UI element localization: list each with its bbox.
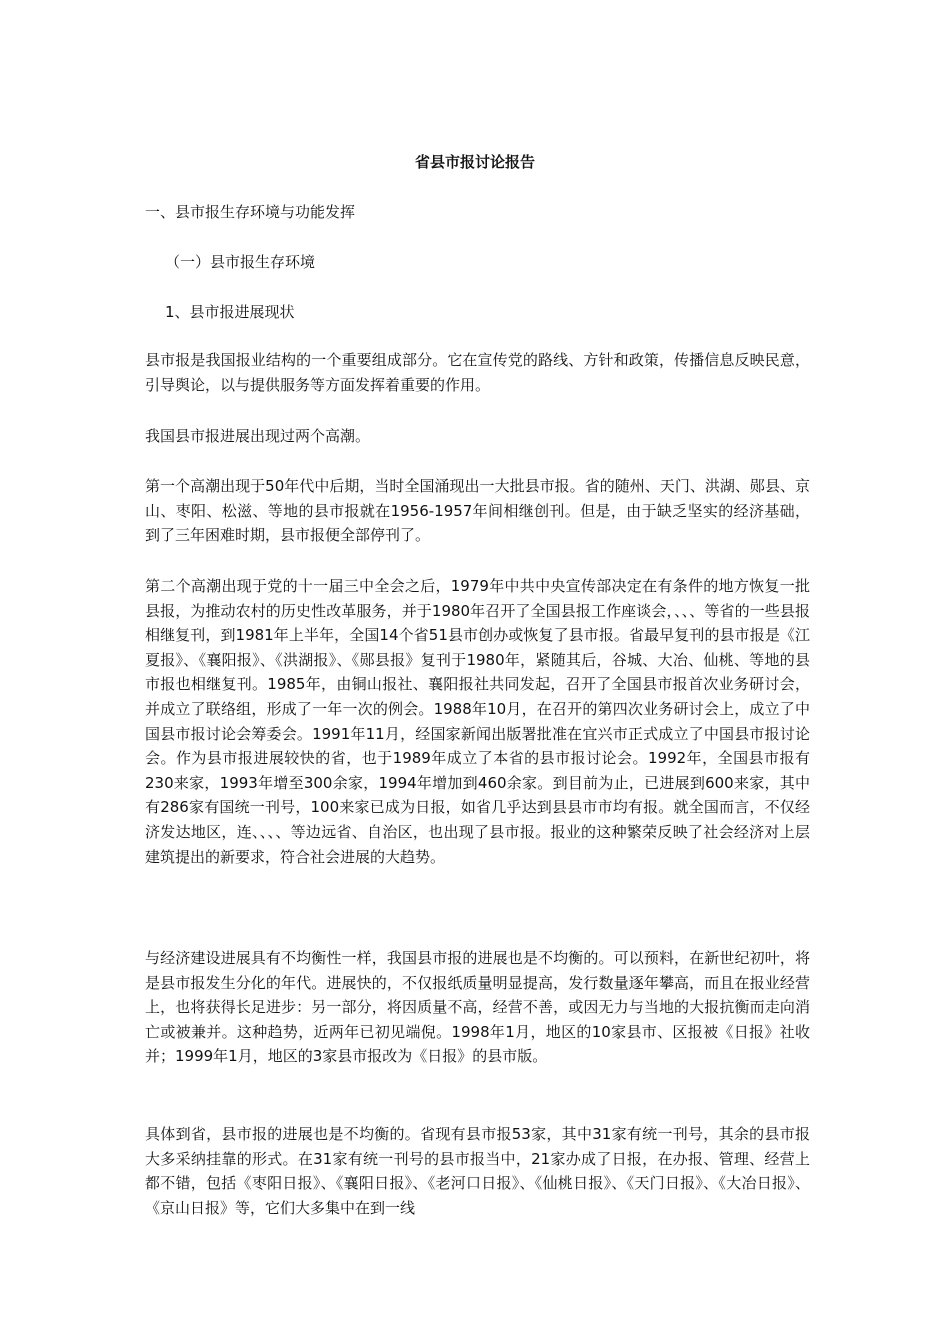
paragraph-first-peak: 第一个高潮出现于50年代中后期，当时全国涌现出一大批县市报。省的随州、天门、洪湖、郧县、京山、枣阳、松滋、等地的县市报就在1956-1957年间相继创刊。但是，由于缺乏坚实的经济基础，到了三年困难时期，县市报便全部停刊了。 bbox=[145, 477, 810, 545]
subsection-heading: （一）县市报生存环境 bbox=[165, 253, 316, 271]
paragraph-province: 具体到省，县市报的进展也是不均衡的。省现有县市报53家，其中31家有统一刊号，其余的县市报大多采纳挂靠的形式。在31家有统一刊号的县市报当中，21家办成了日报，在办报、管理、经营上都不错，包括《枣阳日报》、《襄阳日报》、《老河口日报》、《仙桃日报》、《天门日报》、《大冶日报》、《京山日报》等，它们大多集中在到一线 bbox=[145, 1125, 810, 1217]
paragraph-two-peaks: 我国县市报进展出现过两个高潮。 bbox=[145, 427, 371, 445]
paragraph-second-peak: 第二个高潮出现于党的十一届三中全会之后，1979年中共中央宣传部决定在有条件的地方恢复一批县报，为推动农村的历史性改革服务，并于1980年召开了全国县报工作座谈会，、、、等省的一些县报相继复刊，到1981年上半年，全国14个省51县市创办或恢复了县市报。省最早复刊的县市报是《江夏报》、《襄阳报》、《洪湖报》、《郧县报》复刊于1980年，紧随其后，谷城、大冶、仙桃、等地的县市报也相继复刊。1985年，由铜山报社、襄阳报社共同发起，召开了全国县市报首次业务研讨会，并成立了联络组，形成了一年一次的例会。1988年10月，在召开的第四次业务研讨会上，成立了中国县市报讨论会筹委会。1991年11月，经国家新闻出版署批准在宜兴市正式成立了中国县市报讨论会。作为县市报进展较快的省，也于1989年成立了本省的县市报讨论会。1992年，全国县市报有230来家，1993年增至300余家，1994年增加到460余家。到目前为止，已进展到600来家，其中有286家有国统一刊号，100来家已成为日报，如省几乎达到县县市市均有报。就全国而言，不仅经济发达地区，连、、、、等边远省、自治区，也出现了县市报。报业的这种繁荣反映了社会经济对上层建筑提出的新要求，符合社会进展的大趋势。 bbox=[145, 577, 810, 866]
item-heading: 1、县市报进展现状 bbox=[165, 303, 295, 321]
paragraph-imbalance: 与经济建设进展具有不均衡性一样，我国县市报的进展也是不均衡的。可以预料，在新世纪初叶，将是县市报发生分化的年代。进展快的，不仅报纸质量明显提高，发行数量逐年攀高，而且在报业经营上，也将获得长足进步：另一部分，将因质量不高，经营不善，或因无力与当地的大报抗衡而走向消亡或被兼并。这种趋势，近两年已初见端倪。1998年1月，地区的10家县市、区报被《日报》社收并；1999年1月，地区的3家县市报改为《日报》的县市版。 bbox=[145, 949, 810, 1066]
section-heading: 一、县市报生存环境与功能发挥 bbox=[145, 203, 356, 221]
document-title: 省县市报讨论报告 bbox=[414, 153, 535, 171]
paragraph-intro: 县市报是我国报业结构的一个重要组成部分。它在宣传党的路线、方针和政策，传播信息反映民意，引导舆论，以与提供服务等方面发挥着重要的作用。 bbox=[145, 351, 810, 394]
